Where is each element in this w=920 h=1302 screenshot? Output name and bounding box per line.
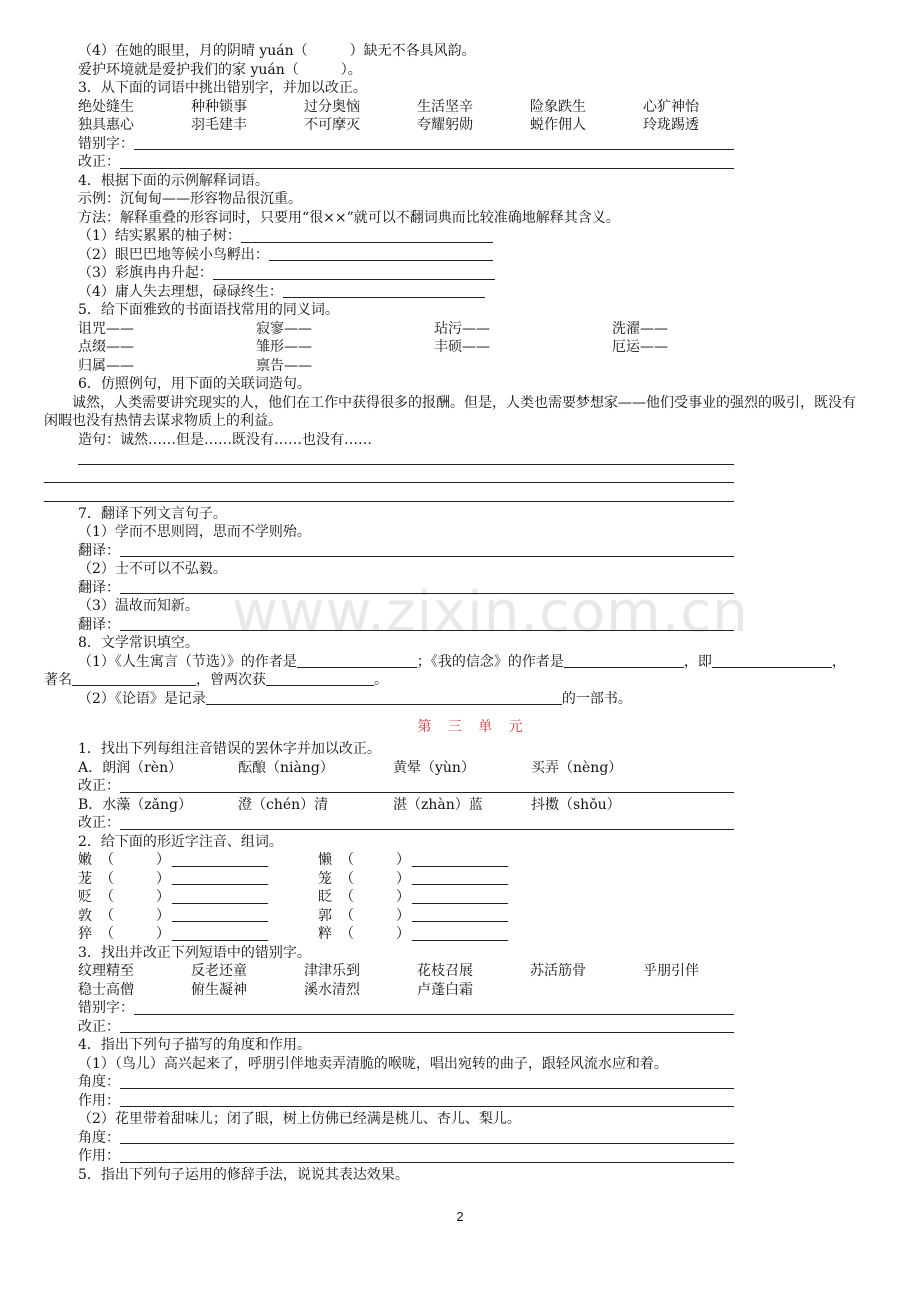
blank[interactable] — [712, 653, 832, 668]
word: 过分奥恼 — [304, 98, 360, 115]
answer-label: 改正： — [78, 815, 120, 831]
word: 独具惠心 — [78, 117, 134, 133]
fill-in-line — [78, 690, 868, 709]
char-pair-row — [78, 925, 868, 944]
char-pair-row — [78, 851, 868, 870]
example-paragraph: 诚然，人类需要讲究现实的人，他们在工作中获得很多的报酬。但是，人类也需要梦想家——他们受事业的强烈的吸引，既没有闲暇也没有热情去谋求物质上的利益。 — [44, 394, 856, 429]
word-row — [78, 116, 868, 135]
char: 粹 — [318, 926, 332, 942]
answer-rule[interactable] — [78, 449, 868, 468]
fill-text: 著名 — [44, 672, 72, 688]
answer-line-translation[interactable] — [78, 616, 868, 635]
classical-sentence: （2）士不可以不弘毅。 — [78, 561, 227, 577]
synonym-item[interactable]: 寂寥—— — [256, 320, 312, 337]
answer-line-correction[interactable] — [78, 814, 868, 833]
answer-line-angle[interactable] — [78, 1129, 868, 1148]
item-label: （1）结实累累的柚子树： — [78, 228, 241, 244]
question-title: 4．指出下列句子描写的角度和作用。 — [78, 1037, 311, 1053]
word: 羽毛建丰 — [191, 117, 247, 133]
pinyin-paren[interactable]: （ ） — [100, 852, 170, 868]
word-blank[interactable] — [172, 921, 268, 922]
question-title: 5．指出下列句子运用的修辞手法，说说其表达效果。 — [78, 1166, 409, 1183]
classical-sentence: （3）温故而知新。 — [78, 598, 199, 614]
answer-line[interactable] — [78, 227, 868, 246]
word-blank[interactable] — [412, 921, 508, 922]
fill-text: ，即 — [683, 653, 712, 670]
text-line: 爱护环境就是爱护我们的家 yuán（ ）。 — [78, 61, 362, 78]
synonym-item[interactable]: 丰硕—— — [434, 339, 490, 355]
word: 生活坚辛 — [417, 98, 473, 115]
answer-label: 改正： — [78, 778, 120, 794]
phrase: 稳士高僧 — [78, 981, 134, 998]
char-pair-row — [78, 870, 868, 889]
section-title: 第 三 单 元 — [417, 719, 529, 735]
phrase: 卢蓬白霜 — [417, 981, 473, 998]
word-blank[interactable] — [172, 866, 268, 867]
pinyin-item: 黄晕（yùn） — [393, 759, 475, 776]
answer-line-wrong-chars[interactable] — [78, 999, 868, 1018]
pinyin-row — [78, 796, 868, 815]
sentence-text: （1）（鸟儿）高兴起来了，呼朋引伴地卖弄清脆的喉咙，唱出宛转的曲子，跟轻风流水应和着。 — [78, 1055, 668, 1072]
fill-in-line — [78, 653, 868, 672]
answer-line-translation[interactable] — [78, 579, 868, 598]
word-blank[interactable] — [412, 884, 508, 885]
synonym-row — [78, 338, 868, 357]
char: 猝 — [78, 926, 92, 942]
word: 种种锁事 — [191, 98, 247, 115]
phrase: 苏活筋骨 — [530, 963, 586, 979]
word: 玲珑踢透 — [643, 117, 699, 133]
pinyin-item: 澄（chén）清 — [238, 796, 329, 813]
synonym-item[interactable]: 禀告—— — [256, 357, 312, 374]
char: 敦 — [78, 907, 92, 924]
pinyin-paren[interactable]: （ ） — [340, 926, 410, 942]
phrase: 花枝召展 — [417, 963, 473, 979]
phrase: 俯生凝神 — [191, 981, 247, 998]
char: 茏 — [78, 870, 92, 887]
answer-label: 角度： — [78, 1074, 120, 1090]
char: 笼 — [318, 870, 332, 887]
synonym-item[interactable]: 点缀—— — [78, 339, 134, 355]
word: 蜕作佣人 — [530, 117, 586, 133]
answer-label: 作用： — [78, 1092, 120, 1109]
answer-line-correction[interactable] — [78, 153, 868, 172]
char: 嫩 — [78, 852, 92, 868]
fill-in-line — [44, 671, 868, 690]
synonym-item[interactable]: 玷污—— — [434, 320, 490, 337]
pinyin-paren[interactable]: （ ） — [340, 889, 410, 905]
phrase: 溪水清烈 — [304, 981, 360, 998]
fill-text: ， — [831, 653, 846, 670]
word: 不可摩灭 — [304, 117, 360, 133]
item-label: （3）彩旗冉冉升起： — [78, 265, 213, 281]
question-title: 8．文学常识填空。 — [78, 635, 199, 651]
method-text: 方法：解释重叠的形容词时，只要用“很××”就可以不翻词典而比较准确地解释其含义。 — [78, 209, 620, 226]
word: 心犷神怡 — [643, 98, 699, 115]
phrase: 反老还童 — [191, 963, 247, 979]
blank[interactable] — [72, 671, 196, 686]
text-line: （4）在她的眼里，月的阴晴 yuán（ ）缺无不各具风韵。 — [78, 43, 476, 59]
worksheet-page — [44, 42, 868, 1184]
fill-text: ，曾两次获 — [196, 672, 266, 688]
word-blank[interactable] — [412, 903, 508, 904]
answer-label: 翻译： — [78, 542, 120, 559]
pinyin-item: 买弄（nèng） — [531, 759, 623, 776]
char: 眨 — [318, 889, 332, 905]
synonym-item[interactable]: 洗濯—— — [612, 320, 668, 337]
pinyin-item: 酝酿（niàng） — [238, 759, 334, 776]
answer-line[interactable] — [78, 283, 868, 302]
page-number: 2 — [456, 1209, 464, 1224]
synonym-row — [78, 357, 868, 376]
blank[interactable] — [564, 653, 684, 668]
fill-text: ；《我的信念》的作者是 — [416, 653, 564, 670]
answer-line[interactable] — [78, 264, 868, 283]
word: 绝处缝生 — [78, 98, 134, 115]
blank[interactable] — [206, 690, 562, 705]
fill-text: 。 — [374, 672, 388, 688]
sentence-text: （2）花里带着甜味儿；闭了眼，树上仿佛已经满是桃儿、杏儿、梨儿。 — [78, 1111, 521, 1127]
synonym-item[interactable]: 诅咒—— — [78, 320, 134, 337]
answer-line-wrong-chars[interactable] — [78, 135, 868, 154]
char: 懒 — [318, 852, 332, 868]
answer-label: 错别字： — [78, 135, 134, 152]
answer-label: 错别字： — [78, 1000, 134, 1016]
pinyin-item: A．朗润（rèn） — [78, 759, 183, 776]
watermark: www.zixin.com.cn — [232, 580, 749, 645]
answer-label: 翻译： — [78, 579, 120, 596]
answer-label: 改正： — [78, 154, 120, 170]
phrase-row — [78, 962, 868, 981]
pinyin-paren[interactable]: （ ） — [100, 907, 170, 924]
pinyin-row — [78, 759, 868, 778]
blank[interactable] — [266, 671, 374, 686]
answer-rule[interactable] — [78, 468, 868, 487]
pinyin-item: 抖擞（shǒu） — [531, 796, 621, 813]
example-text: 示例：沉甸甸——形容物品很沉重。 — [78, 191, 302, 207]
answer-label: 改正： — [78, 1018, 120, 1035]
word-blank[interactable] — [412, 940, 508, 941]
blank[interactable] — [297, 653, 417, 668]
pinyin-paren[interactable]: （ ） — [340, 907, 410, 924]
pinyin-item: 湛（zhàn）蓝 — [393, 796, 483, 813]
question-title: 5．给下面雅致的书面语找常用的同义词。 — [78, 302, 339, 318]
prompt-text: 造句：诚然……但是……既没有……也没有…… — [78, 431, 372, 448]
phrase: 乎朋引伴 — [643, 963, 699, 979]
answer-rule[interactable] — [78, 486, 868, 505]
pinyin-item: B．水藻（zǎng） — [78, 796, 192, 813]
fill-text: （2）《论语》是记录 — [78, 690, 206, 707]
classical-sentence: （1）学而不思则罔，思而不学则殆。 — [78, 524, 311, 540]
question-title: 2．给下面的形近字注音、组词。 — [78, 833, 283, 850]
answer-line-correction[interactable] — [78, 777, 868, 796]
pinyin-paren[interactable]: （ ） — [100, 889, 170, 905]
question-title: 4．根据下面的示例解释词语。 — [78, 172, 269, 189]
answer-label: 翻译： — [78, 616, 120, 633]
phrase: 纹理精至 — [78, 963, 134, 979]
answer-label: 角度： — [78, 1129, 120, 1146]
answer-line-translation[interactable] — [78, 542, 868, 561]
char: 郭 — [318, 907, 332, 924]
word: 险象跌生 — [530, 98, 586, 115]
synonym-item[interactable]: 雏形—— — [256, 339, 312, 355]
word-blank[interactable] — [172, 903, 268, 904]
fill-text: （1）《人生寓言（节选）》的作者是 — [78, 653, 297, 670]
synonym-item[interactable]: 归属—— — [78, 357, 134, 374]
answer-line-correction[interactable] — [78, 1018, 868, 1037]
item-label: （2）眼巴巴地等候小鸟孵出： — [78, 246, 269, 263]
word-row — [78, 98, 868, 117]
question-title: 1．找出下列每组注音错误的罢休字并加以改正。 — [78, 741, 381, 757]
pinyin-paren[interactable]: （ ） — [340, 852, 410, 868]
pinyin-paren[interactable]: （ ） — [340, 870, 410, 887]
answer-label: 作用： — [78, 1148, 120, 1164]
question-title: 7．翻译下列文言句子。 — [78, 505, 227, 522]
answer-line-effect[interactable] — [78, 1147, 868, 1166]
char: 贬 — [78, 889, 92, 905]
pinyin-paren[interactable]: （ ） — [100, 870, 170, 887]
synonym-item[interactable]: 厄运—— — [612, 339, 668, 355]
word: 夸耀躬勋 — [417, 117, 473, 133]
fill-text: 的一部书。 — [561, 690, 632, 707]
char-pair-row — [78, 907, 868, 926]
phrase: 津津乐到 — [304, 963, 360, 979]
char-pair-row — [78, 888, 868, 907]
synonym-row — [78, 320, 868, 339]
question-title: 6．仿照例句，用下面的关联词造句。 — [78, 376, 311, 392]
phrase-row — [78, 981, 868, 1000]
pinyin-paren[interactable]: （ ） — [100, 926, 170, 942]
answer-line-effect[interactable] — [78, 1092, 868, 1111]
answer-line[interactable] — [78, 246, 868, 265]
word-blank[interactable] — [172, 884, 268, 885]
question-title: 3．找出并改正下列短语中的错别字。 — [78, 944, 311, 961]
word-blank[interactable] — [412, 866, 508, 867]
answer-line-angle[interactable] — [78, 1073, 868, 1092]
word-blank[interactable] — [172, 940, 268, 941]
question-title: 3．从下面的词语中挑出错别字，并加以改正。 — [78, 80, 367, 96]
item-label: （4）庸人失去理想，碌碌终生： — [78, 283, 283, 300]
